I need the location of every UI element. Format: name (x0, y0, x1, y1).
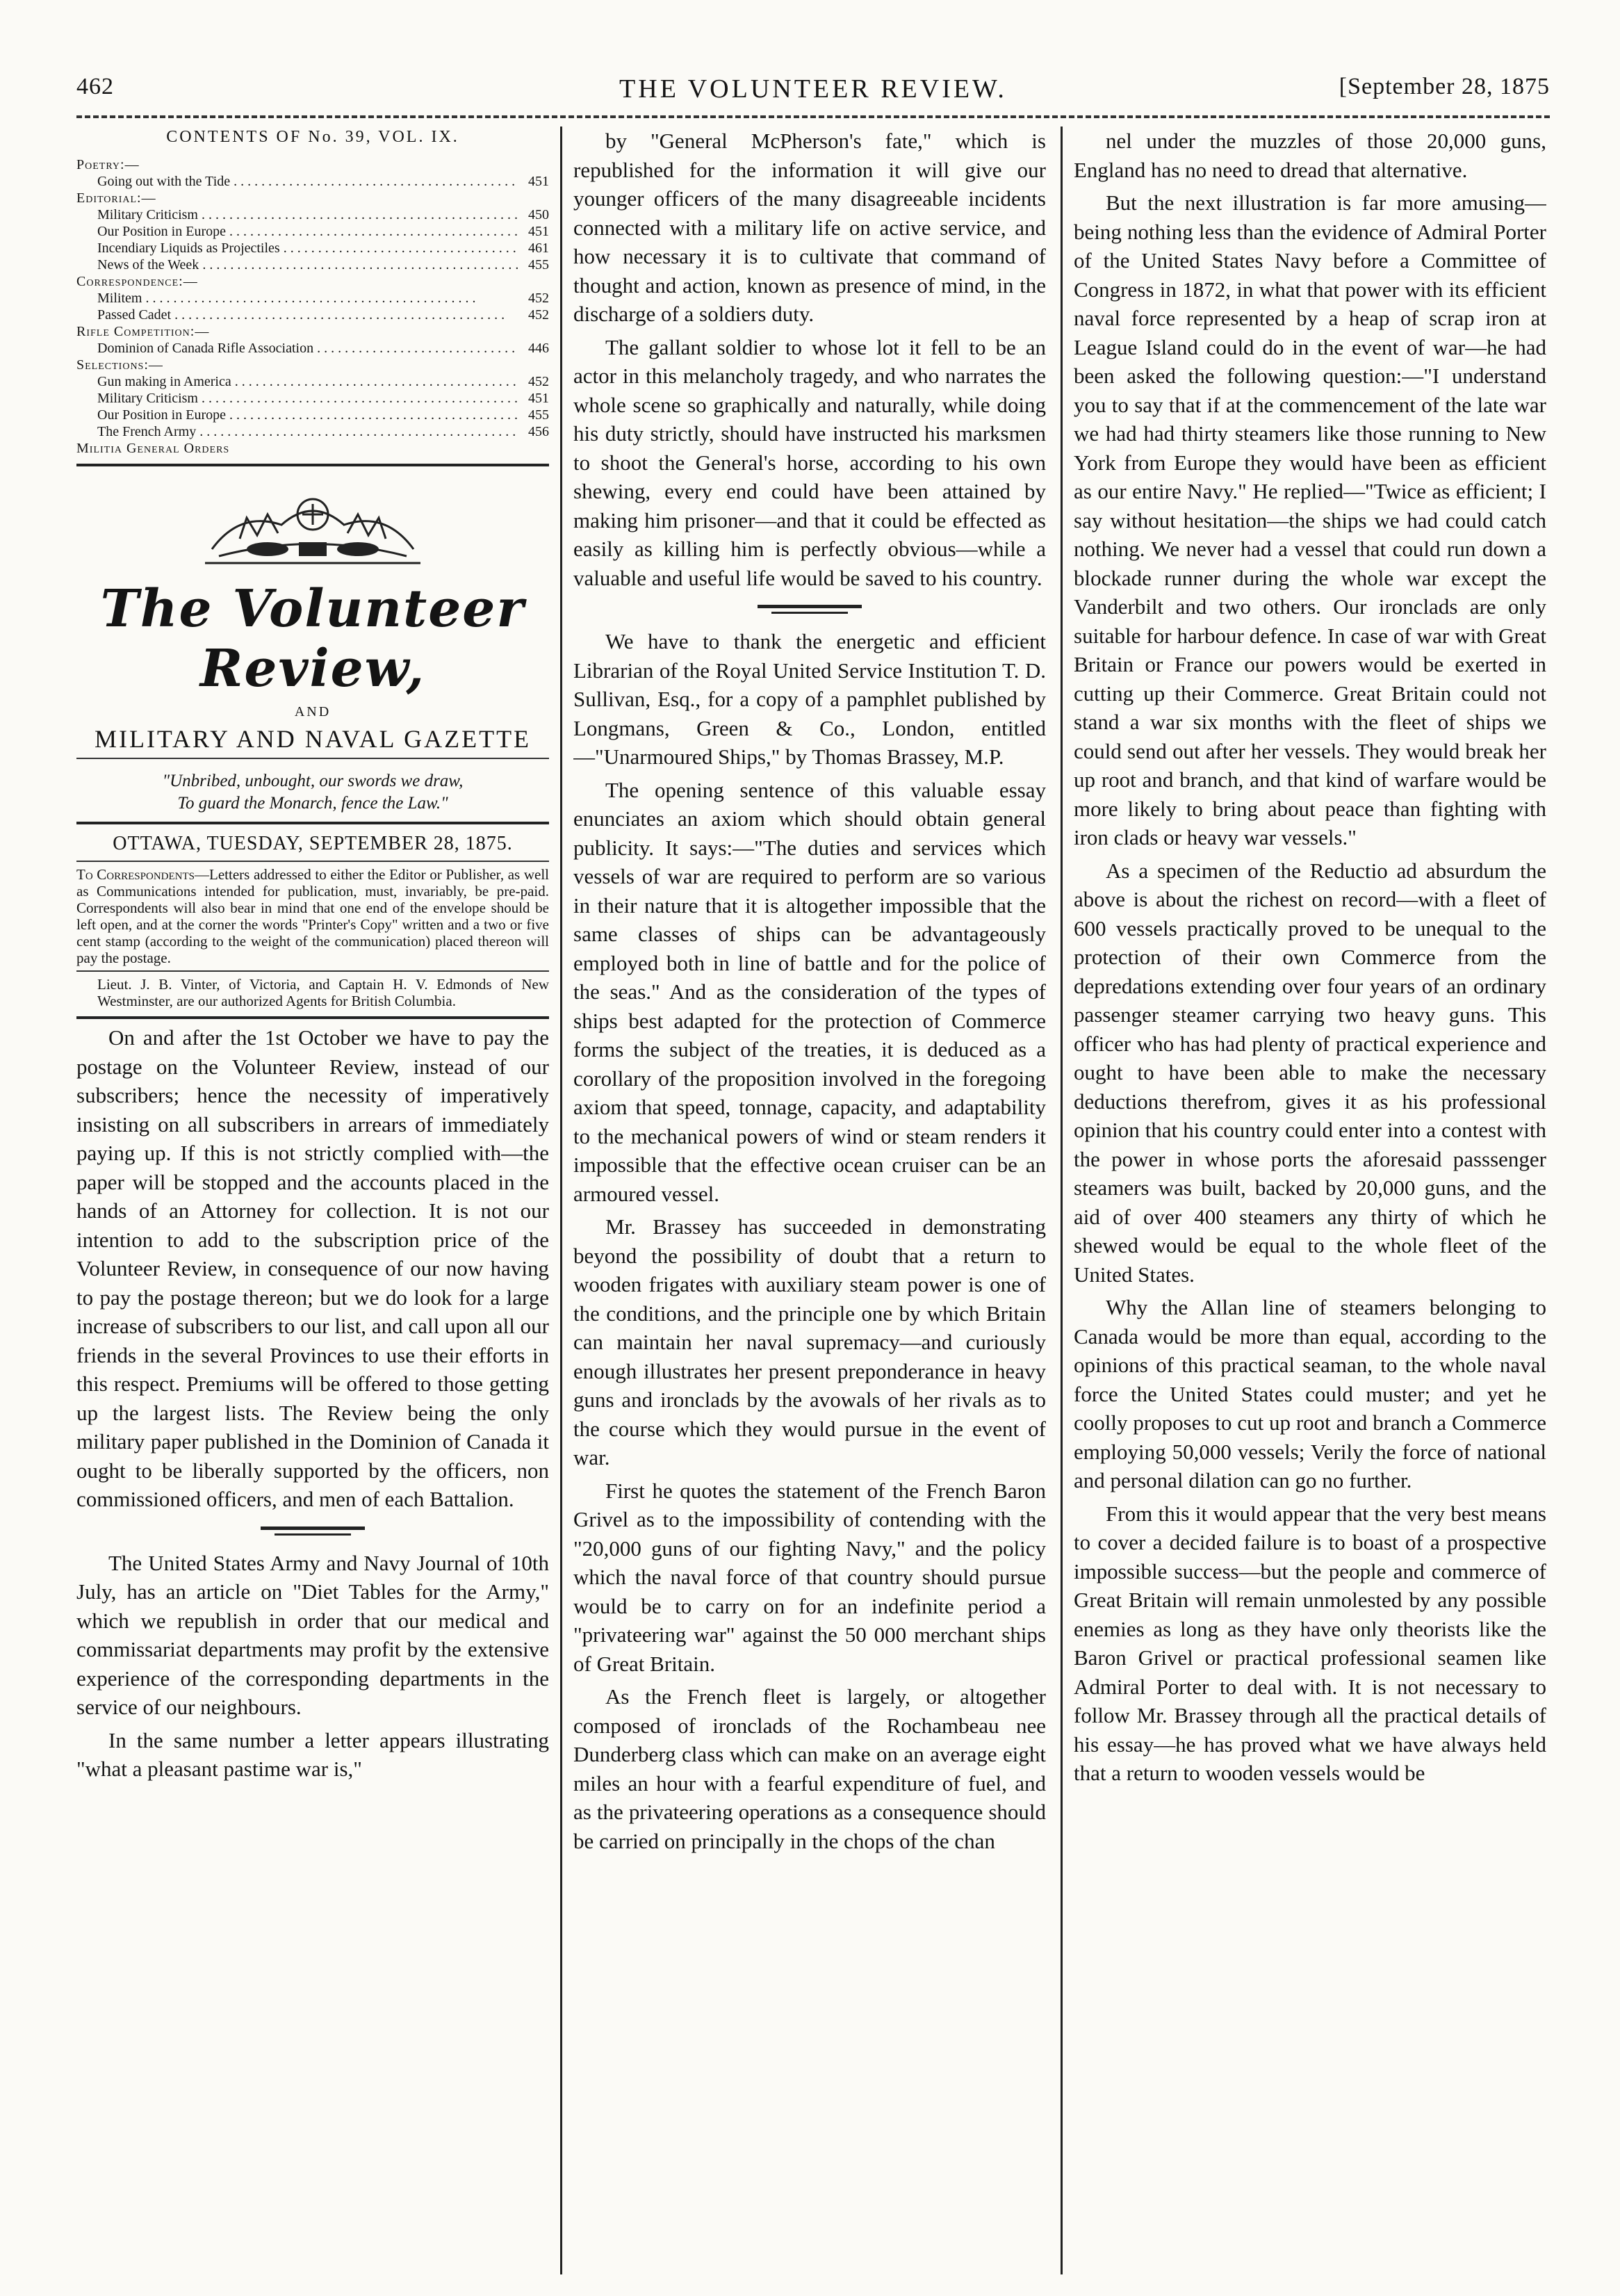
contents-rule (76, 464, 549, 466)
motto-line-2: To guard the Monarch, fence the Law." (177, 794, 448, 813)
contents-item-title: The French Army . . . (97, 423, 518, 440)
running-title: THE VOLUNTEER REVIEW. (619, 74, 1007, 104)
contents-page-number: 461 (528, 241, 549, 256)
contents-item-title: Dominion of Canada Rifle Association . . . (97, 340, 518, 357)
contents-page-number: 456 (528, 424, 549, 439)
article-paragraph: As a specimen of the Reductio ad absurdum the above is about the richest on record—with a fleet of 600 vessels practically proved to be unequal to the protection of their own Commerce from the depredations extending over four years of an ordinary passenger steamer carrying two heavy guns. This officer who has had plenty of practical experience and ought to have been able to make the necessary deductions therefrom, gives it as his professional opinion that his country could enter into a contest with the power in whose ports the aforesaid passsenger steamers was built, backed by 20,000 guns, and the aid of over 400 steamers any thirty of which he shewed would be equal to the whole fleet of the United States. (1074, 858, 1546, 1287)
contents-section: Selections:— (76, 357, 163, 373)
masthead-rule (76, 758, 549, 759)
contents-item-title: Incendiary Liquids as Projectiles . . . (97, 240, 518, 257)
correspondents-notice (76, 866, 549, 966)
contents-item (76, 390, 549, 407)
column-rule-2 (1061, 127, 1063, 2274)
masthead-and: AND (294, 704, 332, 719)
contents-section: Rifle Competition:— (76, 324, 210, 339)
article-paragraph: The United States Army and Navy Journal of 10th July, has an article on "Diet Tables for the Army," which we republish in order that our medical and commissariat departments may profit by the extensive experience of the corresponding departments in the service of our neighbours. (76, 1550, 549, 1719)
article-paragraph: by "General McPherson's fate," which is republished for the information it will give our younger officers of the many disagreeable incidents connected with a military life on active service, and how necessary it is to cultivate that command of thought and action, known as presence of mind, in the discharge of a soldiers duty. (573, 129, 1046, 326)
contents-page-number: 452 (528, 307, 549, 323)
article-paragraph: In the same number a letter appears illustrating "what a pleasant pastime war is," (76, 1727, 549, 1781)
article-paragraph: From this it would appear that the very best means to cover a decided failure is to boast of a prospective impossible success—but the people and commerce of Great Britain will remain unmolested by any possible enemies as long as they have only theorists like the Baron Grivel or practical professional seamen like Admiral Porter to deal with. It is not necessary to follow Mr. Brassey through all the practical details of his essay—he has proved what we have always held that a return to wooden vessels would be (1074, 1501, 1546, 1785)
dateline-rule-top (76, 822, 549, 824)
contents-item-title: Our Position in Europe . . . (97, 223, 518, 240)
contents-page-number: 451 (528, 174, 549, 189)
contents-page-number: 455 (528, 407, 549, 423)
contents-item (76, 373, 549, 390)
article-paragraph: We have to thank the energetic and efficient Librarian of the Royal United Service Institution T. D. Sullivan, Esq., for a copy of a pamphlet published by Longmans, Green & Co., London, entitled—"Unarmoured Ships," by Thomas Brassey, M.P. (573, 629, 1046, 769)
contents-page-number: 452 (528, 291, 549, 306)
contents-item (76, 340, 549, 357)
contents-section: Correspondence:— (76, 274, 198, 289)
contents-page-number: 446 (528, 341, 549, 356)
column-1-articles (76, 1023, 549, 1784)
section-separator-icon (261, 1524, 365, 1539)
article-paragraph: On and after the 1st October we have to pay the postage on the Volunteer Review, instead of our subscribers; hence the necessity of imperatively insisting on all subscribers in arrears of immediately paying up. If this is not strictly complied with—the paper will be stopped and the accounts placed in the hands of an Attorney for collection. It is not our intention to add to the subscription price of the Volunteer Review, in consequence of our now having to pay the postage thereon; but we do look for a large increase of subscribers to our list, and call upon all our friends in the several Provinces to use their efforts in this respect. Premiums will be offered to those getting up the largest lists. The Review being the only military paper published in the Dominion of Canada it ought to be liberally supported by the officers, non commissioned officers, and men of each Battalion. (76, 1025, 549, 1511)
article-paragraph: The gallant soldier to whose lot it fell to be an actor in this melancholy tragedy, and who narrates the whole scene so graphically and naturally, while doing his duty strictly, should have instructed his marksmen to shoot the General's horse, according to his own shewing, every end could have been attained by making him prisoner—and that it could be effected as easily as killing him is perfectly obvious—while a valuable and useful life would be saved to his country. (573, 334, 1046, 590)
article-paragraph: Mr. Brassey has succeeded in demonstrating beyond the possibility of doubt that a return to wooden frigates with auxiliary steam power is one of the conditions, and the principle one by which Britain can maintain her naval supremacy—and curiously enough illustrates her present preponderance in heavy guns and ironclads by the avowals of her rivals as to the course which they would pursue in the event of war. (573, 1214, 1046, 1469)
contents-item (76, 257, 549, 273)
article-paragraph: As the French fleet is largely, or altogether composed of ironclads of the Rochambeau nee Dunderberg class which can make on an average eight miles an hour with a fearful expenditure of fuel, and as the privateering operations as a consequence should be carried on principally in the chops of the chan (573, 1684, 1046, 1853)
crest-emblem-icon (198, 483, 427, 573)
contents-item (76, 290, 549, 307)
dateline-rule-bottom (76, 861, 549, 862)
contents-page-number: 451 (528, 224, 549, 239)
column-2 (573, 127, 1046, 2274)
column-2-articles (573, 127, 1046, 1855)
issue-date: [September 28, 1875 (1339, 74, 1550, 99)
dateline: OTTAWA, TUESDAY, SEPTEMBER 28, 1875. (113, 833, 513, 854)
header-rule (76, 115, 1550, 118)
agents-rule (76, 1016, 549, 1019)
notice-rule (76, 970, 549, 972)
contents-list (76, 156, 549, 457)
page-header (76, 74, 1550, 108)
contents-item-title: Gun making in America . . . (97, 373, 518, 390)
page-number: 462 (76, 74, 114, 99)
contents-page-number: 451 (528, 391, 549, 406)
contents-item-title: Military Criticism . . . (97, 206, 518, 223)
contents-item (76, 407, 549, 423)
contents-item (76, 240, 549, 257)
contents-title: CONTENTS OF No. 39, VOL. IX. (166, 128, 459, 146)
contents-item-title: Military Criticism . . . (97, 390, 518, 407)
contents-section: Militia General Orders (76, 441, 230, 456)
column-1 (76, 127, 549, 2274)
contents-item-title: Passed Cadet . . . (97, 307, 518, 323)
notice-lead: To Correspondents (76, 866, 195, 883)
contents-item (76, 223, 549, 240)
column-3 (1074, 127, 1546, 2274)
masthead-subtitle: MILITARY AND NAVAL GAZETTE (94, 725, 532, 753)
contents-item (76, 423, 549, 440)
contents-section: Editorial:— (76, 190, 156, 206)
contents-item-title: News of the Week . . . (97, 257, 518, 273)
column-rule-1 (560, 127, 562, 2274)
column-3-articles (1074, 127, 1546, 1788)
contents-item-title: Our Position in Europe . . . (97, 407, 518, 423)
contents-page-number: 455 (528, 257, 549, 272)
section-separator-icon (758, 602, 862, 617)
notice-text: —Letters addressed to either the Editor or Publisher, as well as Communications intended for publication, must, invariably, be pre-paid. Correspondents will also bear in mind that one end of the envelope should be left open, and at the corner the words "Printer's Copy" written and a two or five cent stamp (according to the weight of the communication) placed thereon will pay the postage. (76, 866, 549, 966)
contents-item (76, 206, 549, 223)
contents-page-number: 450 (528, 207, 549, 222)
article-paragraph: But the next illustration is far more amusing—being nothing less than the evidence of Admiral Porter of the United States Navy before a Committee of Congress in 1872, in what that power with its efficient naval force represented by a heap of scrap iron at League Island could do in the event of war—he had been asked the following question:—"I understand you to say that if at the commencement of the late war we had had thirty steamers like those running to New York from Europe they would have been as efficient as our entire Navy." He replied—"Twice as efficient; I say without hesitation—the ships we had could catch nothing. We never had a vessel that could run down a blockade runner during the whole war except the Vanderbilt and two others. Our ironclads are only suitable for harbour defence. In case of war with Great Britain or France our powers would be exerted in cutting up their Commerce. Great Britain could not stand a war six months with the fleet of ships we could send out after her vessels. They would break her up root and branch, and that kind of warfare would be more likely to bring about peace than fighting with iron clads or heavy war vessels." (1074, 190, 1546, 849)
masthead-motto (76, 770, 549, 815)
contents-item-title: Going out with the Tide . . . (97, 173, 518, 190)
motto-line-1: "Unbribed, unbought, our swords we draw, (162, 772, 464, 790)
masthead-title: The Volunteer Review, (100, 579, 525, 699)
contents-item-title: Militem . . . (97, 290, 518, 307)
article-paragraph: First he quotes the statement of the French Baron Grivel as to the impossibility of contending with the "20,000 guns of our fighting Navy," and the policy which the naval force of that country should pursue would be to carry on for an indefinite period a "privateering war" against the 50 000 merchant ships of Great Britain. (573, 1478, 1046, 1676)
contents-section: Poetry:— (76, 157, 140, 172)
article-paragraph: nel under the muzzles of those 20,000 guns, England has no need to dread that alternative. (1074, 129, 1546, 182)
contents-item (76, 307, 549, 323)
agents-notice: Lieut. J. B. Vinter, of Victoria, and Captain H. V. Edmonds of New Westminster, are our authorized Agents for British Columbia. (97, 976, 549, 1009)
contents-item (76, 173, 549, 190)
article-paragraph: Why the Allan line of steamers belonging to Canada would be more than equal, according to the opinions of this practical seaman, to the whole naval force the United States could muster; and yet he coolly proposes to cut up root and branch a Commerce employing 50,000 vessels; Verily the force of national and personal dilation can go no further. (1074, 1295, 1546, 1492)
contents-page-number: 452 (528, 374, 549, 389)
article-paragraph: The opening sentence of this valuable essay enunciates an axiom which should obtain general publicity. It says:—"The duties and services which vessels of war are required to perform are so various in their nature that it is altogether impossible that the same classes of ships can be advantageously employed both in line of battle and for the police of the seas." And as the consideration of the types of ships best adapted for the protection of Commerce forms the subject of the treaties, it is deduced as a corollary of the proposition involved in the foregoing axiom that speed, tonnage, capacity, and adaptability to the mechanical powers of wind or steam renders it impossible that the effective ocean cruiser can be an armoured vessel. (573, 777, 1046, 1206)
